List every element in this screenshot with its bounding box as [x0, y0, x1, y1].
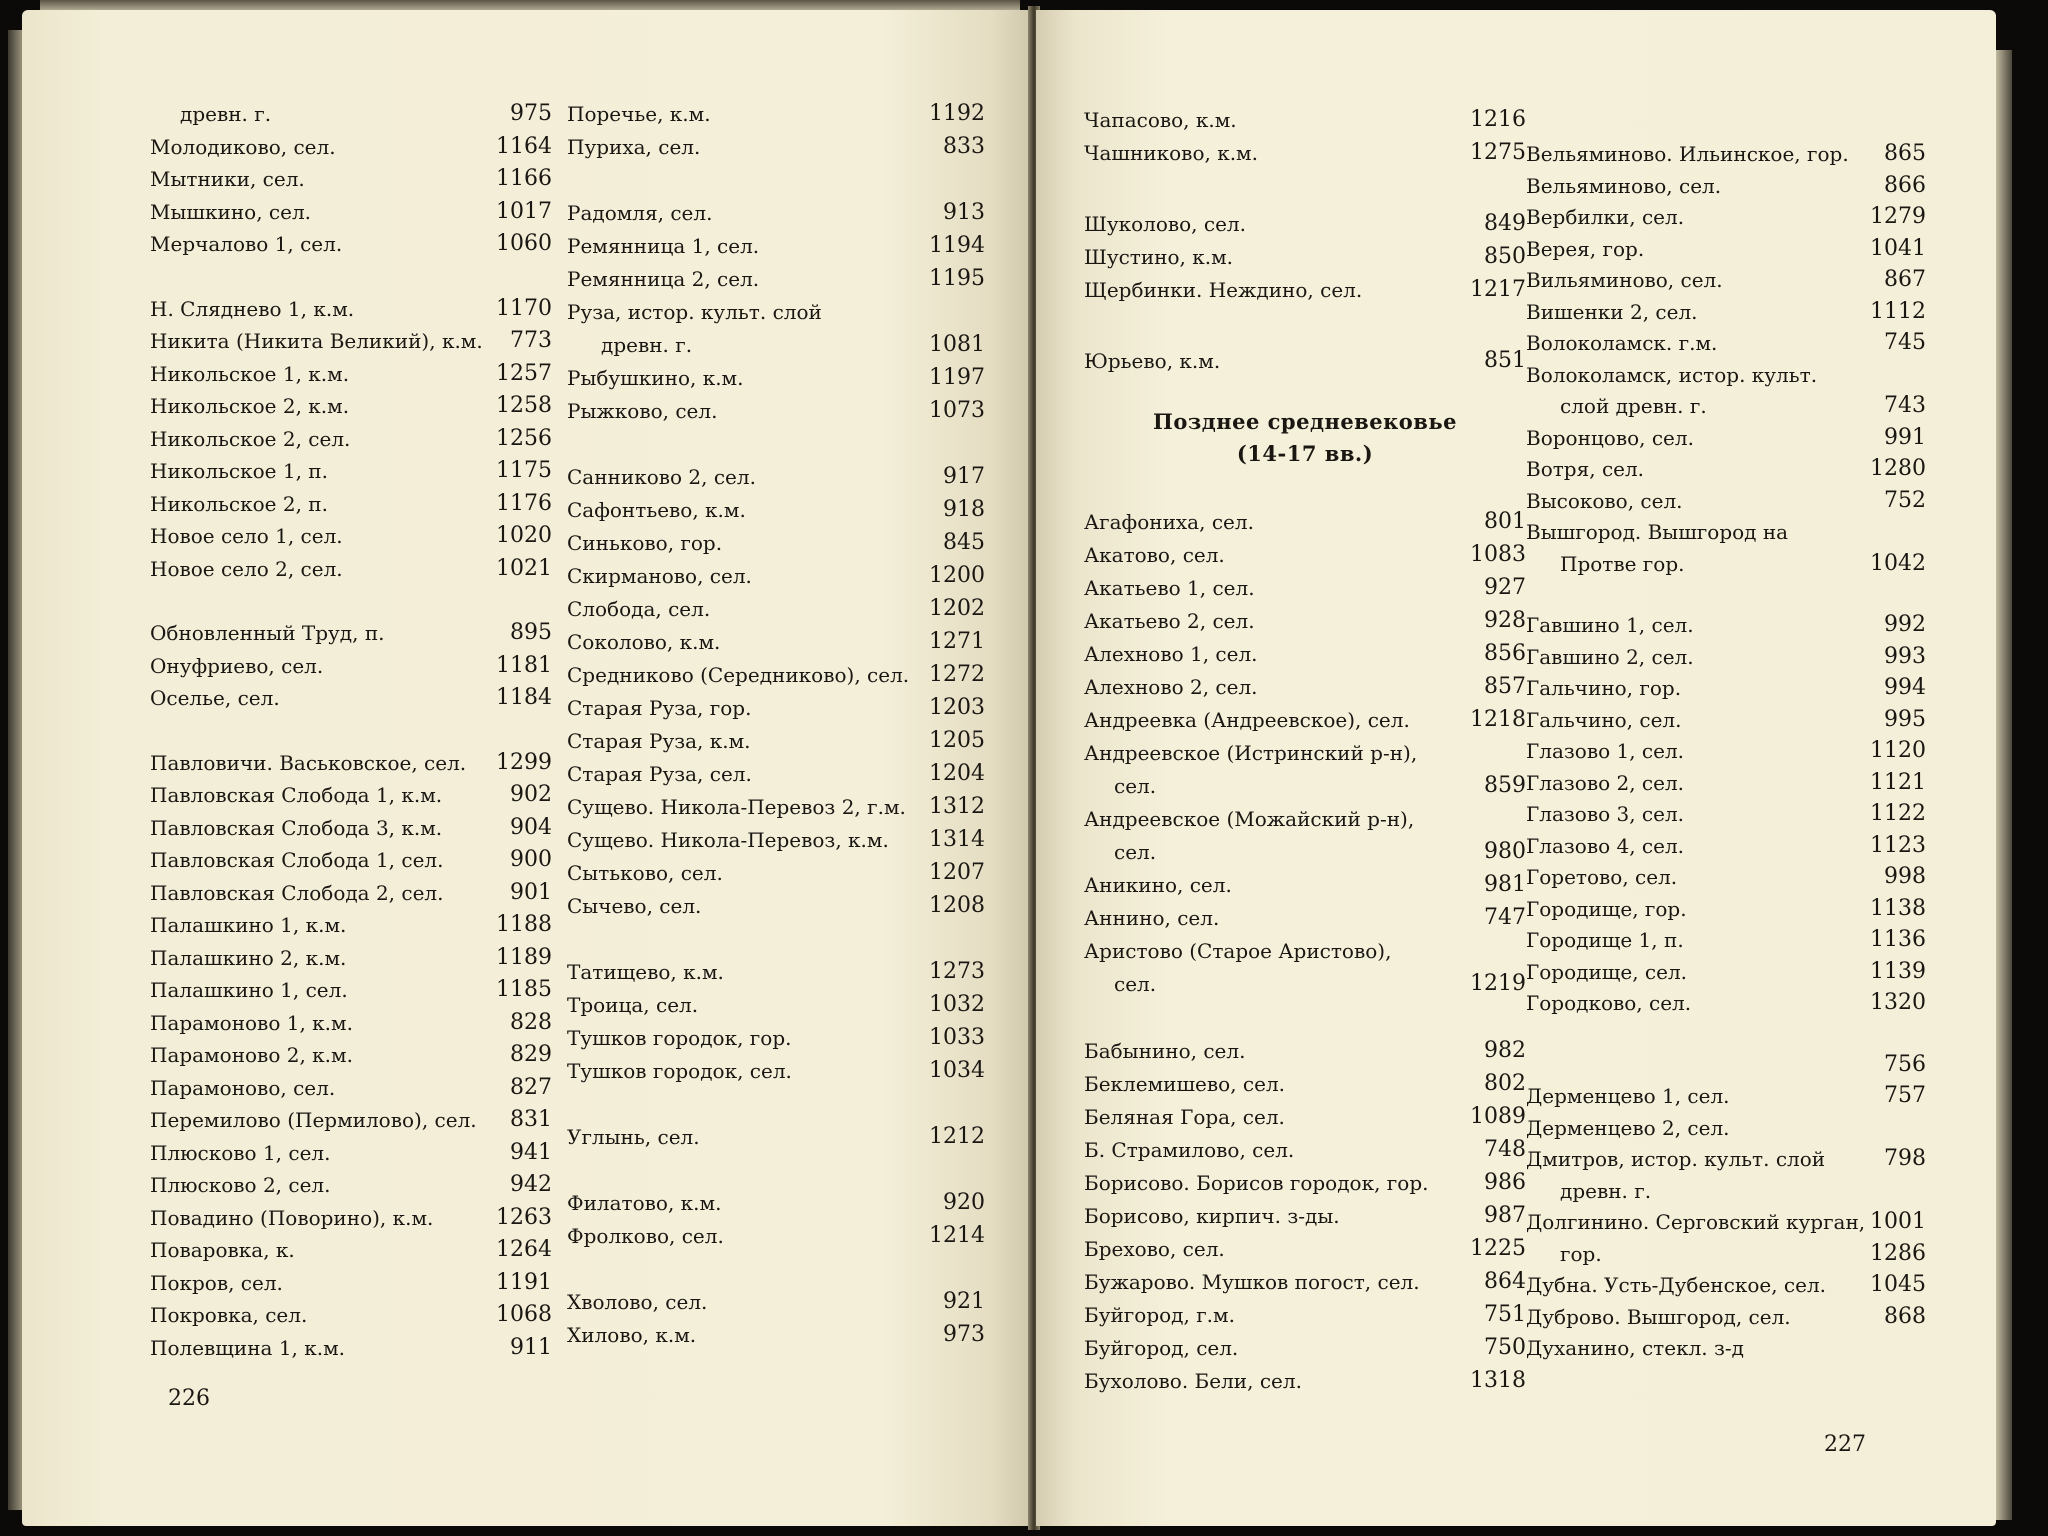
- book-edge-right: [1994, 50, 2012, 1520]
- entry-place-name: Мышкино, сел.: [150, 199, 312, 224]
- entry-place-name: Покров, сел.: [150, 1270, 283, 1295]
- entry-number: 1214: [929, 1223, 985, 1248]
- entry-number: 1041: [1870, 235, 1926, 261]
- entry-place-name: Гавшино 1, сел.: [1526, 613, 1694, 637]
- entry-number: 1191: [496, 1269, 552, 1295]
- entry-place-name: Беляная Гора, сел.: [1084, 1105, 1285, 1129]
- entry-number: 856: [1484, 641, 1526, 666]
- entry-number: 928: [1484, 608, 1526, 633]
- entry-number: 1205: [929, 728, 985, 753]
- entry-place-name: Щербинки. Неждино, сел.: [1084, 278, 1363, 302]
- entry-number: 941: [510, 1139, 552, 1165]
- entry-number: 1194: [929, 233, 985, 258]
- entry-place-name: Никольское 1, к.м.: [150, 361, 350, 386]
- entry-place-name: Мытники, сел.: [150, 167, 305, 191]
- entry-number: 902: [510, 782, 552, 807]
- entry-number: 1263: [496, 1204, 552, 1230]
- entry-place-name: Пуриха, сел.: [567, 135, 701, 159]
- entry-place-name: Брехово, сел.: [1084, 1237, 1225, 1261]
- entry-number: 747: [1484, 905, 1526, 930]
- entry-number: 1279: [1870, 204, 1926, 229]
- entry-place-name: Акатьево 2, сел.: [1084, 609, 1255, 633]
- entry-number: 850: [1484, 244, 1526, 269]
- entry-number: 980: [1484, 839, 1526, 864]
- entry-number: 1188: [496, 912, 552, 937]
- entry-number: 998: [1884, 864, 1926, 889]
- entry-number: 942: [510, 1172, 552, 1197]
- entry-place-name: Никольское 1, п.: [150, 459, 328, 483]
- right-column-1-top: [1084, 108, 1526, 388]
- entry-place-name: Алехново 2, сел.: [1084, 675, 1258, 699]
- entry-place-name: Синьково, гор.: [567, 531, 723, 555]
- entry-place-name: Обновленный Труд, п.: [150, 621, 385, 645]
- entry-place-name: Соколово, к.м.: [567, 630, 721, 654]
- entry-number: 986: [1484, 1170, 1526, 1195]
- entry-place-name: Городище, гор.: [1526, 896, 1687, 921]
- entry-place-name: Андреевское (Можайский р-н),: [1084, 807, 1415, 831]
- entry-number: 895: [510, 620, 552, 645]
- entry-number: 975: [510, 101, 552, 126]
- entry-place-name: Павловская Слобода 3, к.м.: [150, 815, 443, 840]
- entry-number: 1200: [929, 563, 985, 588]
- entry-number: 827: [510, 1074, 552, 1100]
- page-number-left: 226: [168, 1386, 210, 1411]
- entry-number: 1189: [496, 944, 552, 970]
- entry-place-name: Глазово 4, сел.: [1526, 833, 1685, 858]
- entry-number: 913: [943, 200, 985, 225]
- entry-number: 900: [510, 847, 552, 872]
- entry-place-name: сел.: [1114, 774, 1157, 798]
- entry-place-name: Борисово. Борисов городок, гор.: [1084, 1171, 1429, 1195]
- entry-number: 751: [1484, 1302, 1526, 1327]
- entry-place-name: Бабынино, сел.: [1084, 1039, 1246, 1063]
- entry-place-name: Аристово (Старое Аристово),: [1084, 939, 1392, 963]
- entry-number: 1225: [1470, 1236, 1526, 1261]
- entry-number: 1034: [929, 1058, 985, 1083]
- entry-number: 987: [1484, 1203, 1526, 1228]
- entry-place-name: Городково, сел.: [1526, 991, 1692, 1015]
- entry-place-name: Верея, гор.: [1526, 236, 1645, 261]
- entry-place-name: Новое село 2, сел.: [150, 556, 343, 581]
- entry-number: 756: [1884, 1051, 1926, 1077]
- entry-number: 845: [943, 530, 985, 555]
- entry-number: 973: [943, 1322, 985, 1347]
- entry-place-name: древн. г.: [601, 333, 693, 357]
- entry-number: 911: [510, 1334, 552, 1360]
- entry-place-name: Юрьево, к.м.: [1084, 349, 1221, 373]
- entry-place-name: Парамоново, сел.: [150, 1075, 336, 1100]
- entry-number: 864: [1484, 1269, 1526, 1294]
- entry-place-name: Старая Руза, сел.: [567, 762, 752, 786]
- entry-number: 1204: [929, 761, 985, 786]
- entry-place-name: Дерменцево 1, сел.: [1526, 1084, 1730, 1108]
- entry-number: 1275: [1470, 140, 1526, 165]
- entry-number: 1017: [496, 198, 552, 224]
- entry-number: 1286: [1870, 1240, 1926, 1266]
- entry-number: 1120: [1870, 738, 1926, 763]
- entry-number: 1264: [496, 1237, 552, 1262]
- entry-number: 1314: [929, 827, 985, 852]
- entry-number: 1001: [1870, 1209, 1926, 1234]
- entry-place-name: Палашкино 1, к.м.: [150, 913, 347, 937]
- entry-number: 1217: [1470, 277, 1526, 302]
- entry-place-name: Городище, сел.: [1526, 959, 1688, 984]
- entry-place-name: Онуфриево, сел.: [150, 653, 324, 678]
- entry-number: 982: [1484, 1038, 1526, 1063]
- entry-place-name: Беклемишево, сел.: [1084, 1072, 1286, 1096]
- entry-number: 1081: [929, 332, 985, 357]
- entry-place-name: Б. Страмилово, сел.: [1084, 1138, 1295, 1162]
- entry-place-name: Повадино (Поворино), к.м.: [150, 1205, 434, 1230]
- entry-number: 1073: [929, 398, 985, 423]
- entry-number: 1184: [496, 685, 552, 710]
- entry-place-name: Старая Руза, к.м.: [567, 729, 751, 753]
- entry-number: 745: [1884, 330, 1926, 355]
- entry-number: 750: [1484, 1335, 1526, 1360]
- entry-place-name: Филатово, к.м.: [567, 1191, 722, 1215]
- entry-place-name: Палашкино 2, к.м.: [150, 945, 347, 970]
- entry-place-name: Мерчалово 1, сел.: [150, 232, 343, 256]
- entry-place-name: Городище 1, п.: [1526, 928, 1684, 952]
- entry-place-name: Глазово 1, сел.: [1526, 739, 1685, 763]
- entry-place-name: Высоково, сел.: [1526, 488, 1683, 513]
- left-column-1: [150, 102, 552, 1402]
- entry-place-name: Павловская Слобода 2, сел.: [150, 880, 444, 905]
- entry-number: 868: [1884, 1303, 1926, 1329]
- entry-number: 1083: [1470, 542, 1526, 567]
- entry-number: 1139: [1870, 958, 1926, 984]
- entry-number: 1136: [1870, 927, 1926, 952]
- entry-place-name: Вышгород. Вышгород на: [1526, 520, 1789, 544]
- entry-place-name: Углынь, сел.: [567, 1125, 700, 1149]
- entry-place-name: Глазово 3, сел.: [1526, 802, 1685, 826]
- entry-place-name: слой древн. г.: [1560, 394, 1707, 418]
- entry-place-name: Духанино, стекл. з-д: [1526, 1336, 1744, 1360]
- entry-number: 904: [510, 814, 552, 840]
- entry-place-name: Сытьково, сел.: [567, 861, 723, 885]
- entry-number: 1122: [1870, 801, 1926, 826]
- entry-place-name: Бужарово. Мушков погост, сел.: [1084, 1270, 1420, 1294]
- entry-number: 1318: [1470, 1368, 1526, 1393]
- entry-number: 859: [1484, 773, 1526, 798]
- entry-place-name: Дубна. Усть-Дубенское, сел.: [1526, 1273, 1827, 1297]
- entry-number: 1197: [929, 365, 985, 390]
- entry-number: 1312: [929, 794, 985, 819]
- entry-place-name: Никита (Никита Великий), к.м.: [150, 329, 483, 353]
- entry-number: 1208: [929, 893, 985, 918]
- entry-number: 1212: [929, 1124, 985, 1149]
- entry-number: 851: [1484, 348, 1526, 373]
- entry-number: 1033: [929, 1025, 985, 1050]
- entry-number: 1121: [1870, 769, 1926, 795]
- entry-number: 1045: [1870, 1272, 1926, 1297]
- entry-place-name: Гальчино, гор.: [1526, 676, 1682, 700]
- entry-number: 1273: [929, 959, 985, 984]
- right-column-2: [1526, 142, 1926, 1442]
- entry-number: 829: [510, 1042, 552, 1067]
- entry-place-name: сел.: [1114, 972, 1157, 996]
- entry-number: 752: [1884, 487, 1926, 513]
- entry-number: 1195: [929, 266, 985, 291]
- entry-place-name: Парамоново 1, к.м.: [150, 1010, 353, 1035]
- entry-number: 1257: [496, 360, 552, 386]
- entry-place-name: Хилово, к.м.: [567, 1323, 697, 1347]
- entry-place-name: Сафонтьево, к.м.: [567, 498, 746, 522]
- entry-number: 857: [1484, 674, 1526, 699]
- entry-number: 901: [510, 879, 552, 905]
- entry-place-name: Санниково 2, сел.: [567, 465, 756, 489]
- section-heading-title: Позднее средневековье: [1152, 409, 1458, 434]
- entry-number: 991: [1884, 424, 1926, 450]
- entry-place-name: Шуколово, сел.: [1084, 212, 1246, 236]
- entry-number: 1181: [496, 652, 552, 678]
- entry-place-name: Никольское 2, к.м.: [150, 394, 350, 418]
- entry-place-name: Поваровка, к.: [150, 1238, 295, 1262]
- entry-number: 1089: [1470, 1104, 1526, 1129]
- entry-place-name: Никольское 2, п.: [150, 491, 328, 516]
- entry-number: 757: [1884, 1083, 1926, 1108]
- entry-number: 849: [1484, 211, 1526, 236]
- entry-place-name: Агафониха, сел.: [1084, 510, 1254, 534]
- entry-place-name: Гальчино, сел.: [1526, 707, 1682, 732]
- right-page: [1036, 10, 1996, 1526]
- entry-number: 801: [1484, 509, 1526, 534]
- entry-number: 802: [1484, 1071, 1526, 1096]
- entry-number: 1185: [496, 977, 552, 1002]
- entry-number: 1219: [1470, 971, 1526, 996]
- entry-place-name: Буйгород, г.м.: [1084, 1303, 1235, 1327]
- entry-place-name: Сущево. Никола-Перевоз, к.м.: [567, 828, 889, 852]
- entry-number: 1164: [496, 133, 552, 159]
- entry-place-name: Воронцово, сел.: [1526, 425, 1694, 450]
- entry-place-name: Палашкино 1, сел.: [150, 978, 348, 1002]
- entry-number: 1192: [929, 101, 985, 126]
- entry-place-name: Плюсково 1, сел.: [150, 1140, 331, 1165]
- entry-number: 993: [1884, 643, 1926, 669]
- entry-number: 1218: [1470, 707, 1526, 732]
- entry-place-name: древн. г.: [180, 102, 272, 126]
- entry-place-name: Павловичи. Васьковское, сел.: [150, 750, 467, 775]
- entry-number: 1258: [496, 393, 552, 418]
- entry-place-name: Ремянница 2, сел.: [567, 267, 760, 291]
- section-heading: [1084, 406, 1526, 470]
- entry-place-name: Дуброво. Вышгород, сел.: [1526, 1304, 1791, 1329]
- entry-number: 1216: [1470, 107, 1526, 132]
- left-column-2: [567, 102, 985, 1402]
- entry-number: 1299: [496, 749, 552, 775]
- entry-place-name: Акатьево 1, сел.: [1084, 576, 1255, 600]
- entry-place-name: Чапасово, к.м.: [1084, 108, 1237, 132]
- entry-place-name: гор.: [1560, 1241, 1602, 1266]
- entry-place-name: Троица, сел.: [567, 993, 699, 1017]
- entry-number: 866: [1884, 172, 1926, 198]
- entry-number: 994: [1884, 675, 1926, 700]
- entry-place-name: Дерменцево 2, сел.: [1526, 1115, 1730, 1140]
- entry-place-name: Фролково, сел.: [567, 1224, 724, 1248]
- entry-place-name: Волоколамск, истор. культ.: [1526, 362, 1818, 387]
- entry-place-name: Радомля, сел.: [567, 201, 713, 225]
- entry-place-name: Горетово, сел.: [1526, 865, 1678, 889]
- entry-place-name: Протве гор.: [1560, 551, 1685, 576]
- entry-place-name: Руза, истор. культ. слой: [567, 300, 822, 324]
- left-page: [22, 10, 1032, 1526]
- entry-place-name: Перемилово (Пермилово), сел.: [150, 1108, 477, 1132]
- entry-place-name: Молодиково, сел.: [150, 134, 336, 159]
- entry-number: 917: [943, 464, 985, 489]
- entry-place-name: Плюсково 2, сел.: [150, 1173, 331, 1197]
- entry-number: 1256: [496, 425, 552, 451]
- entry-place-name: Дмитров, истор. культ. слой: [1526, 1147, 1826, 1171]
- entry-place-name: Ремянница 1, сел.: [567, 234, 760, 258]
- entry-place-name: Новое село 1, сел.: [150, 524, 343, 548]
- entry-place-name: Поречье, к.м.: [567, 102, 711, 126]
- entry-place-name: Тушков городок, сел.: [567, 1059, 792, 1083]
- entry-place-name: Вильяминово, сел.: [1526, 268, 1723, 292]
- entry-number: 867: [1884, 267, 1926, 292]
- entry-place-name: Вишенки 2, сел.: [1526, 299, 1698, 324]
- entry-place-name: Никольское 2, сел.: [150, 426, 351, 451]
- entry-place-name: Волоколамск. г.м.: [1526, 331, 1718, 355]
- entry-number: 743: [1884, 393, 1926, 418]
- entry-place-name: древн. г.: [1560, 1178, 1652, 1203]
- section-heading-period: (14-17 вв.): [1236, 441, 1374, 466]
- entry-number: 1320: [1870, 990, 1926, 1015]
- entry-place-name: Покровка, сел.: [150, 1303, 308, 1327]
- entry-place-name: Татищево, к.м.: [567, 960, 724, 984]
- entry-place-name: Оселье, сел.: [150, 686, 280, 710]
- entry-place-name: Павловская Слобода 1, сел.: [150, 848, 444, 872]
- entry-number: 831: [510, 1107, 552, 1132]
- right-column-1-bottom: [1084, 510, 1526, 1450]
- entry-place-name: Рыжково, сел.: [567, 399, 718, 423]
- entry-place-name: Бухолово. Бели, сел.: [1084, 1369, 1302, 1393]
- entry-number: 921: [943, 1289, 985, 1314]
- entry-number: 1166: [496, 166, 552, 191]
- entry-number: 1032: [929, 992, 985, 1017]
- entry-number: 918: [943, 497, 985, 522]
- entry-place-name: Аникино, сел.: [1084, 873, 1232, 897]
- entry-place-name: Хволово, сел.: [567, 1290, 708, 1314]
- entry-place-name: Павловская Слобода 1, к.м.: [150, 783, 443, 807]
- entry-number: 1021: [496, 555, 552, 581]
- entry-number: 1176: [496, 490, 552, 516]
- entry-place-name: Старая Руза, гор.: [567, 696, 752, 720]
- entry-place-name: Глазово 2, сел.: [1526, 770, 1685, 795]
- entry-number: 828: [510, 1009, 552, 1035]
- entry-place-name: Вельяминово, сел.: [1526, 173, 1722, 198]
- entry-place-name: Буйгород, сел.: [1084, 1336, 1239, 1360]
- entry-number: 865: [1884, 141, 1926, 166]
- entry-number: 773: [510, 328, 552, 353]
- entry-number: 1170: [496, 295, 552, 321]
- entry-number: 1207: [929, 860, 985, 885]
- entry-place-name: Вельяминово. Ильинское, гор.: [1526, 142, 1849, 166]
- entry-place-name: Акатово, сел.: [1084, 543, 1225, 567]
- entry-place-name: Слобода, сел.: [567, 597, 711, 621]
- entry-number: 1138: [1870, 895, 1926, 921]
- entry-place-name: Чашниково, к.м.: [1084, 141, 1258, 165]
- entry-place-name: Аннино, сел.: [1084, 906, 1220, 930]
- entry-number: 1202: [929, 596, 985, 621]
- entry-number: 981: [1484, 872, 1526, 897]
- entry-place-name: сел.: [1114, 840, 1157, 864]
- entry-number: 1203: [929, 695, 985, 720]
- entry-number: 1060: [496, 231, 552, 256]
- entry-number: 1271: [929, 629, 985, 654]
- entry-number: 798: [1884, 1146, 1926, 1171]
- entry-number: 927: [1484, 575, 1526, 600]
- entry-place-name: Сычево, сел.: [567, 894, 702, 918]
- entry-place-name: Шустино, к.м.: [1084, 245, 1234, 269]
- entry-number: 833: [943, 134, 985, 159]
- entry-number: 1272: [929, 662, 985, 687]
- entry-number: 1042: [1870, 550, 1926, 576]
- entry-place-name: Алехново 1, сел.: [1084, 642, 1258, 666]
- entry-place-name: Андреевка (Андреевское), сел.: [1084, 708, 1410, 732]
- entry-number: 995: [1884, 706, 1926, 732]
- entry-place-name: Средниково (Середниково), сел.: [567, 663, 910, 687]
- entry-number: 1123: [1870, 832, 1926, 858]
- entry-place-name: Парамоново 2, к.м.: [150, 1043, 353, 1067]
- page-number-right: 227: [1824, 1432, 1866, 1457]
- entry-place-name: Андреевское (Истринский р-н),: [1084, 741, 1418, 765]
- entry-number: 1175: [496, 458, 552, 483]
- entry-place-name: Сущево. Никола-Перевоз 2, г.м.: [567, 795, 906, 819]
- entry-place-name: Гавшино 2, сел.: [1526, 644, 1694, 669]
- entry-number: 1068: [496, 1302, 552, 1327]
- entry-place-name: Рыбушкино, к.м.: [567, 366, 744, 390]
- entry-place-name: Борисово, кирпич. з-ды.: [1084, 1204, 1340, 1228]
- entry-number: 748: [1484, 1137, 1526, 1162]
- entry-place-name: Вербилки, сел.: [1526, 205, 1685, 229]
- entry-place-name: Н. Сляднево 1, к.м.: [150, 296, 355, 321]
- entry-place-name: Скирманово, сел.: [567, 564, 752, 588]
- entry-number: 1020: [496, 523, 552, 548]
- entry-place-name: Полевщина 1, к.м.: [150, 1335, 346, 1360]
- entry-number: 920: [943, 1190, 985, 1215]
- entry-number: 1280: [1870, 456, 1926, 481]
- entry-place-name: Вотря, сел.: [1526, 457, 1645, 481]
- entry-place-name: Тушков городок, гор.: [567, 1026, 792, 1050]
- entry-number: 992: [1884, 612, 1926, 637]
- entry-number: 1112: [1870, 298, 1926, 324]
- entry-place-name: Долгинино. Серговский курган,: [1526, 1210, 1866, 1234]
